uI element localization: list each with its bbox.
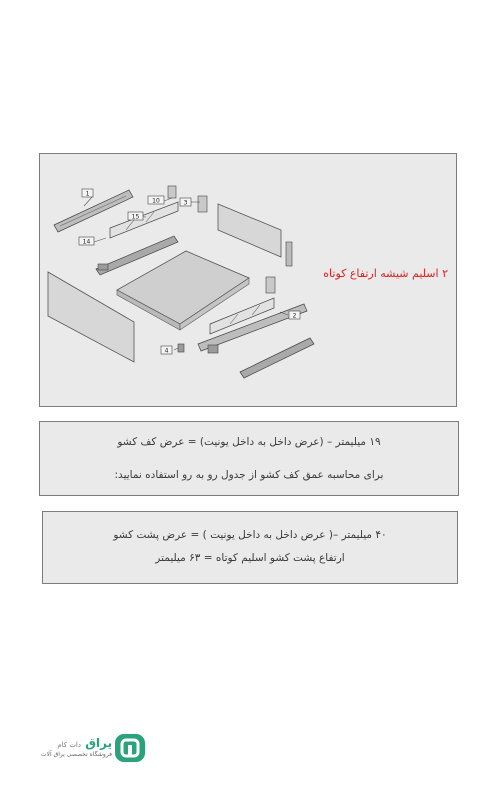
logo-tagline: فروشگاه تخصصی یراق آلات: [40, 751, 112, 758]
connector-top: [198, 196, 207, 212]
runner-right: [240, 338, 314, 378]
drawer-parts-illustration: [40, 154, 458, 408]
logo-name: یراق دات کام: [57, 736, 112, 750]
back-width-formula-box: [42, 511, 458, 584]
label-15: 15: [131, 213, 140, 221]
glass-slim-callout: ۲ اسلیم شیشه ارتفاع کوتاه: [323, 267, 448, 280]
drawer-bottom: [117, 251, 249, 324]
bottom-width-formula: ۱۹ میلیمتر – (عرض داخل به داخل یونیت) = عرض کف کشو: [117, 436, 381, 448]
clip-left: [98, 264, 108, 270]
label-1: 1: [85, 190, 90, 198]
label-10: 10: [152, 197, 160, 205]
clip-bottom: [178, 344, 184, 352]
left-side-panel: [48, 272, 134, 362]
glass-panel-left: [110, 202, 178, 238]
exploded-drawer-diagram: [39, 153, 457, 407]
yaragh-logo[interactable]: [34, 733, 146, 765]
yaragh-logo-icon: [114, 733, 146, 763]
label-14: 14: [82, 238, 91, 246]
label-2: 2: [292, 312, 297, 320]
back-height-note: ارتفاع پشت کشو اسلیم کوتاه = ۶۳ میلیمتر: [155, 552, 345, 564]
back-panel: [218, 204, 281, 257]
connector-right: [266, 277, 275, 293]
label-3: 3: [183, 199, 188, 207]
clip-right: [208, 345, 218, 353]
back-width-formula: ۴۰ میلیمتر –( عرض داخل به داخل یونیت ) = عرض پشت کشو: [113, 529, 387, 541]
bottom-depth-note: برای محاسبه عمق کف کشو از جدول رو به رو استفاده نمایید:: [114, 469, 384, 481]
label-4: 4: [164, 347, 169, 355]
bottom-width-formula-box: [39, 421, 459, 496]
bracket-right: [286, 242, 292, 266]
logo-domain: دات کام: [57, 741, 81, 749]
bracket-top: [168, 186, 176, 198]
